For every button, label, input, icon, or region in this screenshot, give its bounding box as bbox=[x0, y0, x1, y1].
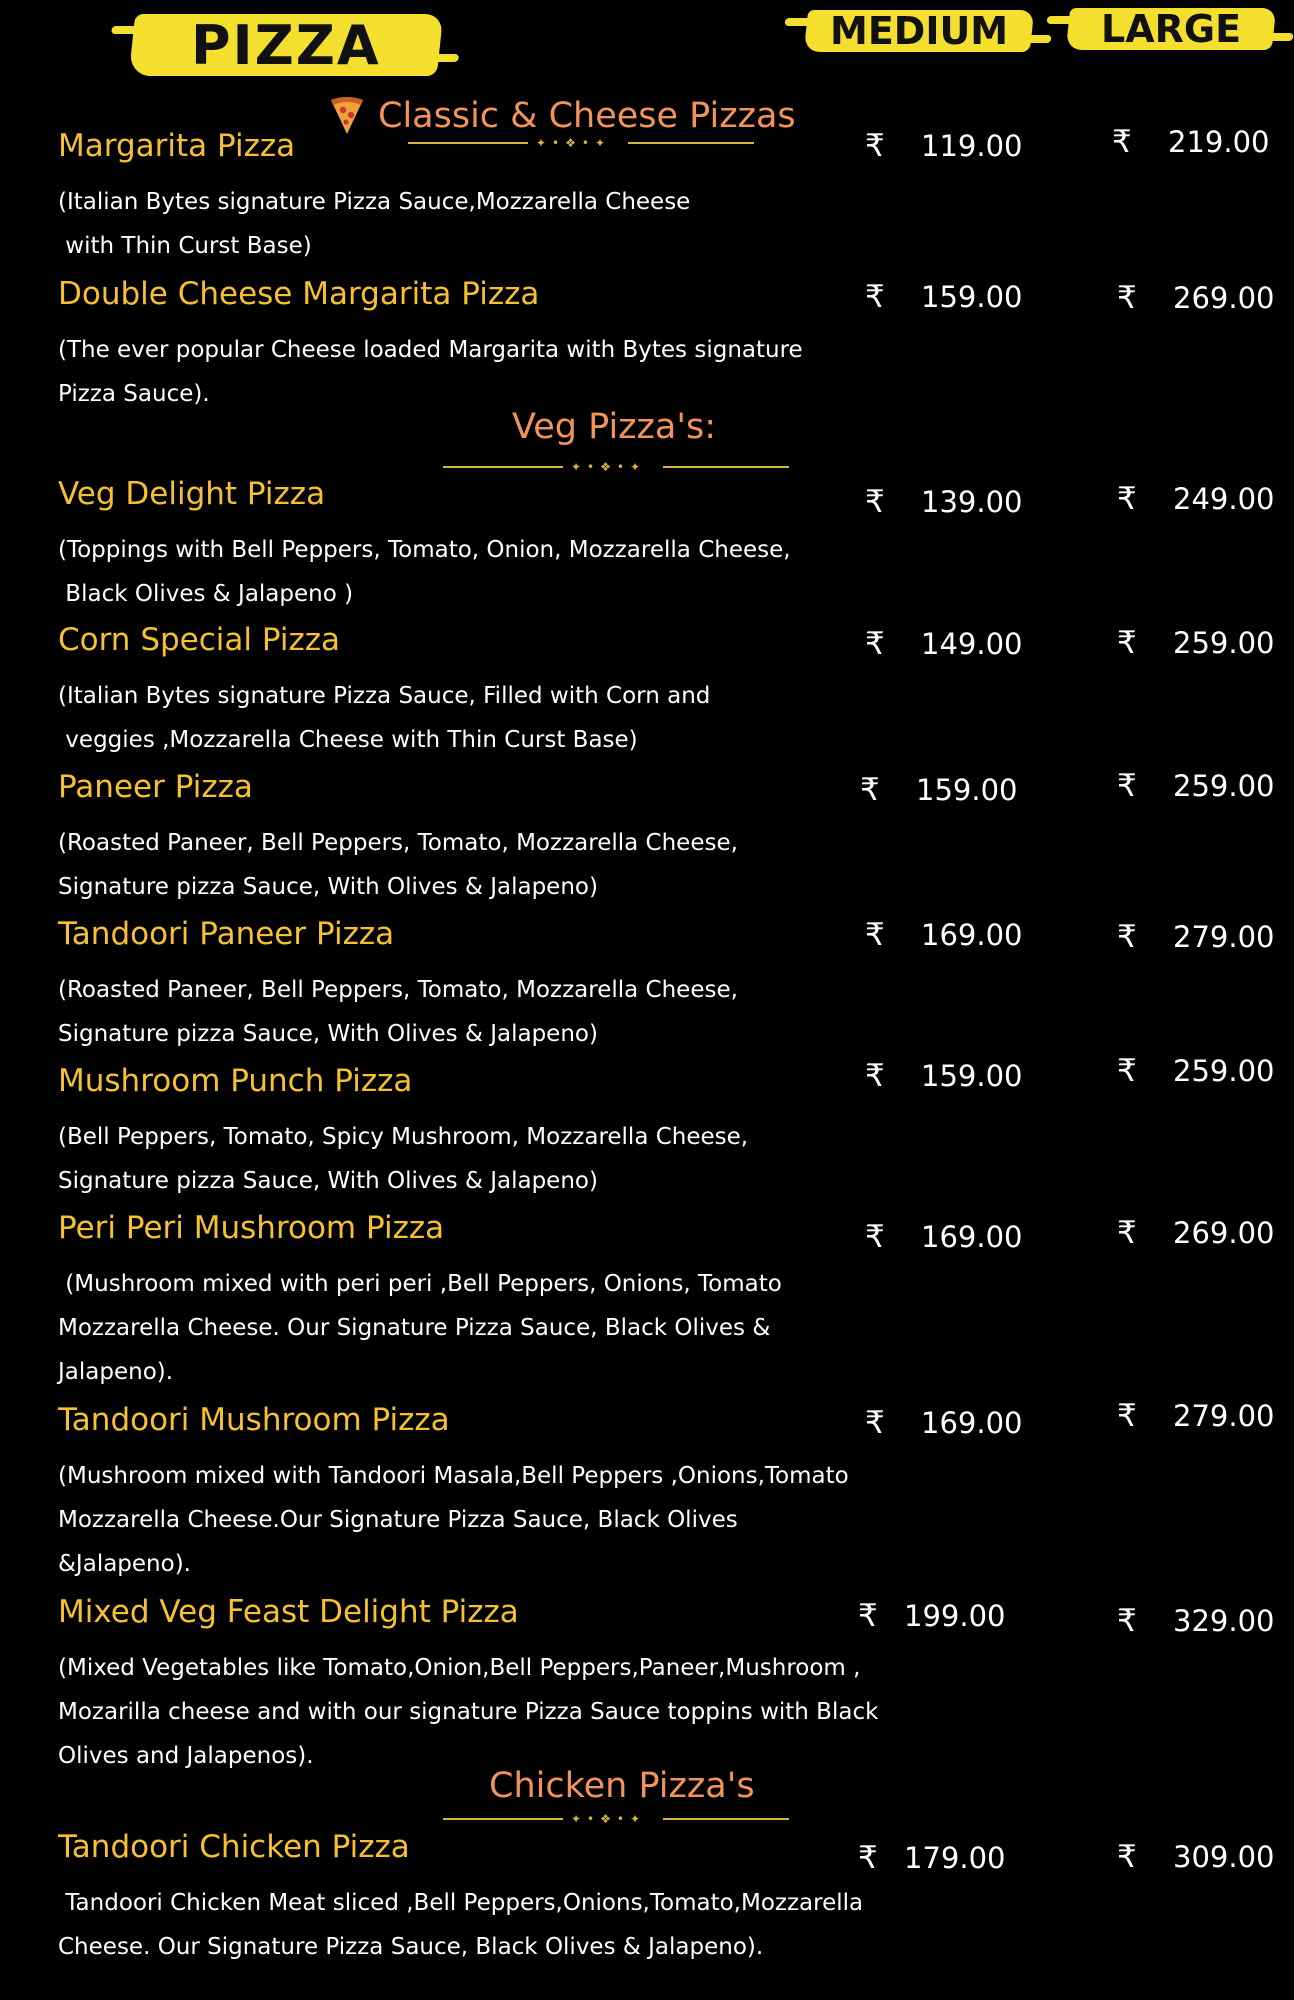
menu-item-name: Paneer Pizza bbox=[58, 769, 253, 805]
rupee-icon: ₹ bbox=[1117, 481, 1137, 517]
rupee-icon: ₹ bbox=[1117, 1215, 1137, 1251]
menu-item-name: Double Cheese Margarita Pizza bbox=[58, 276, 540, 312]
section-title-veg: Veg Pizza's: bbox=[512, 407, 717, 447]
price-medium: ₹ 139.00 bbox=[865, 484, 1023, 520]
menu-item-name: Corn Special Pizza bbox=[58, 622, 341, 658]
price-medium: ₹ 159.00 bbox=[860, 772, 1018, 808]
price-medium: ₹ 169.00 bbox=[865, 1405, 1023, 1441]
rupee-icon: ₹ bbox=[865, 1405, 885, 1441]
rupee-icon: ₹ bbox=[865, 279, 885, 315]
price-large: ₹ 279.00 bbox=[1117, 1398, 1275, 1434]
rupee-icon: ₹ bbox=[1117, 280, 1137, 316]
price-medium: ₹ 199.00 bbox=[858, 1598, 1006, 1634]
price-large: ₹ 269.00 bbox=[1117, 1215, 1275, 1251]
price-medium: ₹ 159.00 bbox=[865, 279, 1023, 315]
menu-item-name: Peri Peri Mushroom Pizza bbox=[58, 1210, 445, 1246]
price-large: ₹ 309.00 bbox=[1117, 1839, 1275, 1875]
rupee-icon: ₹ bbox=[1117, 919, 1137, 955]
rupee-icon: ₹ bbox=[865, 626, 885, 662]
price-medium: ₹ 119.00 bbox=[865, 128, 1023, 164]
price-large: ₹ 259.00 bbox=[1117, 768, 1275, 804]
menu-item-description: (Mushroom mixed with Tandoori Masala,Bell Peppers ,Onions,Tomato Mozzarella Cheese.Our Signature Pizza Sauce, Black Olives &Jalapeno). bbox=[58, 1463, 849, 1577]
section-divider-veg: ✦•❖•✦ bbox=[443, 460, 789, 474]
price-large: ₹ 259.00 bbox=[1117, 625, 1275, 661]
rupee-icon: ₹ bbox=[1117, 625, 1137, 661]
price-large: ₹ 259.00 bbox=[1117, 1053, 1275, 1089]
rupee-icon: ₹ bbox=[1117, 768, 1137, 804]
menu-title: PIZZA bbox=[191, 13, 381, 77]
rupee-icon: ₹ bbox=[865, 128, 885, 164]
menu-item-description: (Italian Bytes signature Pizza Sauce, Filled with Corn and veggies ,Mozzarella Cheese with Thin Curst Base) bbox=[58, 683, 711, 753]
rupee-icon: ₹ bbox=[858, 1840, 878, 1876]
rupee-icon: ₹ bbox=[865, 917, 885, 953]
menu-item-description: (Roasted Paneer, Bell Peppers, Tomato, Mozzarella Cheese, Signature pizza Sauce, With Olives & Jalapeno) bbox=[58, 830, 738, 900]
rupee-icon: ₹ bbox=[858, 1598, 878, 1634]
menu-item-name: Tandoori Paneer Pizza bbox=[58, 916, 395, 952]
menu-item-name: Tandoori Chicken Pizza bbox=[58, 1829, 410, 1865]
menu-item-name: Veg Delight Pizza bbox=[58, 476, 326, 512]
menu-item-name: Margarita Pizza bbox=[58, 128, 296, 164]
menu-item-description: (Bell Peppers, Tomato, Spicy Mushroom, Mozzarella Cheese, Signature pizza Sauce, With Olives & Jalapeno) bbox=[58, 1124, 749, 1194]
menu-item-description: (Roasted Paneer, Bell Peppers, Tomato, Mozzarella Cheese, Signature pizza Sauce, With Olives & Jalapeno) bbox=[58, 977, 738, 1047]
rupee-icon: ₹ bbox=[1112, 124, 1132, 160]
rupee-icon: ₹ bbox=[1117, 1053, 1137, 1089]
large-column-banner bbox=[1066, 8, 1276, 50]
section-title-chicken: Chicken Pizza's bbox=[489, 1766, 755, 1806]
menu-item-description: (Mixed Vegetables like Tomato,Onion,Bell Peppers,Paneer,Mushroom , Mozarilla cheese and with our signature Pizza Sauce toppins with Black Olives and Jalapenos). bbox=[58, 1655, 879, 1769]
price-medium: ₹ 169.00 bbox=[865, 1219, 1023, 1255]
large-column-header: LARGE bbox=[1100, 7, 1242, 51]
menu-item-name: Tandoori Mushroom Pizza bbox=[58, 1402, 450, 1438]
menu-item-description: Tandoori Chicken Meat sliced ,Bell Peppers,Onions,Tomato,Mozzarella Cheese. Our Signature Pizza Sauce, Black Olives & Jalapeno). bbox=[58, 1890, 864, 1960]
price-medium: ₹ 149.00 bbox=[865, 626, 1023, 662]
pizza-slice-icon bbox=[328, 96, 366, 136]
price-large: ₹ 329.00 bbox=[1117, 1603, 1275, 1639]
section-divider-chicken: ✦•❖•✦ bbox=[443, 1812, 789, 1826]
section-title-classic: Classic & Cheese Pizzas bbox=[378, 96, 796, 136]
price-medium: ₹ 169.00 bbox=[865, 917, 1023, 953]
menu-item-name: Mixed Veg Feast Delight Pizza bbox=[58, 1594, 519, 1630]
pizza-title-banner bbox=[129, 14, 444, 76]
menu-item-description: (Toppings with Bell Peppers, Tomato, Onion, Mozzarella Cheese, Black Olives & Jalapeno ) bbox=[58, 537, 791, 607]
rupee-icon: ₹ bbox=[865, 1219, 885, 1255]
menu-item-name: Mushroom Punch Pizza bbox=[58, 1063, 413, 1099]
menu-item-description: (The ever popular Cheese loaded Margarita with Bytes signature Pizza Sauce). bbox=[58, 337, 803, 407]
rupee-icon: ₹ bbox=[865, 484, 885, 520]
menu-item-description: (Italian Bytes signature Pizza Sauce,Mozzarella Cheese with Thin Curst Base) bbox=[58, 189, 691, 259]
price-large: ₹ 269.00 bbox=[1117, 280, 1275, 316]
medium-column-banner bbox=[804, 10, 1034, 52]
rupee-icon: ₹ bbox=[860, 772, 880, 808]
rupee-icon: ₹ bbox=[865, 1058, 885, 1094]
price-large: ₹ 219.00 bbox=[1112, 124, 1270, 160]
price-large: ₹ 249.00 bbox=[1117, 481, 1275, 517]
section-divider-classic: ✦•❖•✦ bbox=[408, 136, 754, 150]
menu-item-description: (Mushroom mixed with peri peri ,Bell Peppers, Onions, Tomato Mozzarella Cheese. Our Signature Pizza Sauce, Black Olives & Jalapeno). bbox=[58, 1271, 782, 1385]
rupee-icon: ₹ bbox=[1117, 1398, 1137, 1434]
price-medium: ₹ 179.00 bbox=[858, 1840, 1006, 1876]
price-large: ₹ 279.00 bbox=[1117, 919, 1275, 955]
rupee-icon: ₹ bbox=[1117, 1603, 1137, 1639]
medium-column-header: MEDIUM bbox=[829, 9, 1009, 53]
price-medium: ₹ 159.00 bbox=[865, 1058, 1023, 1094]
rupee-icon: ₹ bbox=[1117, 1839, 1137, 1875]
